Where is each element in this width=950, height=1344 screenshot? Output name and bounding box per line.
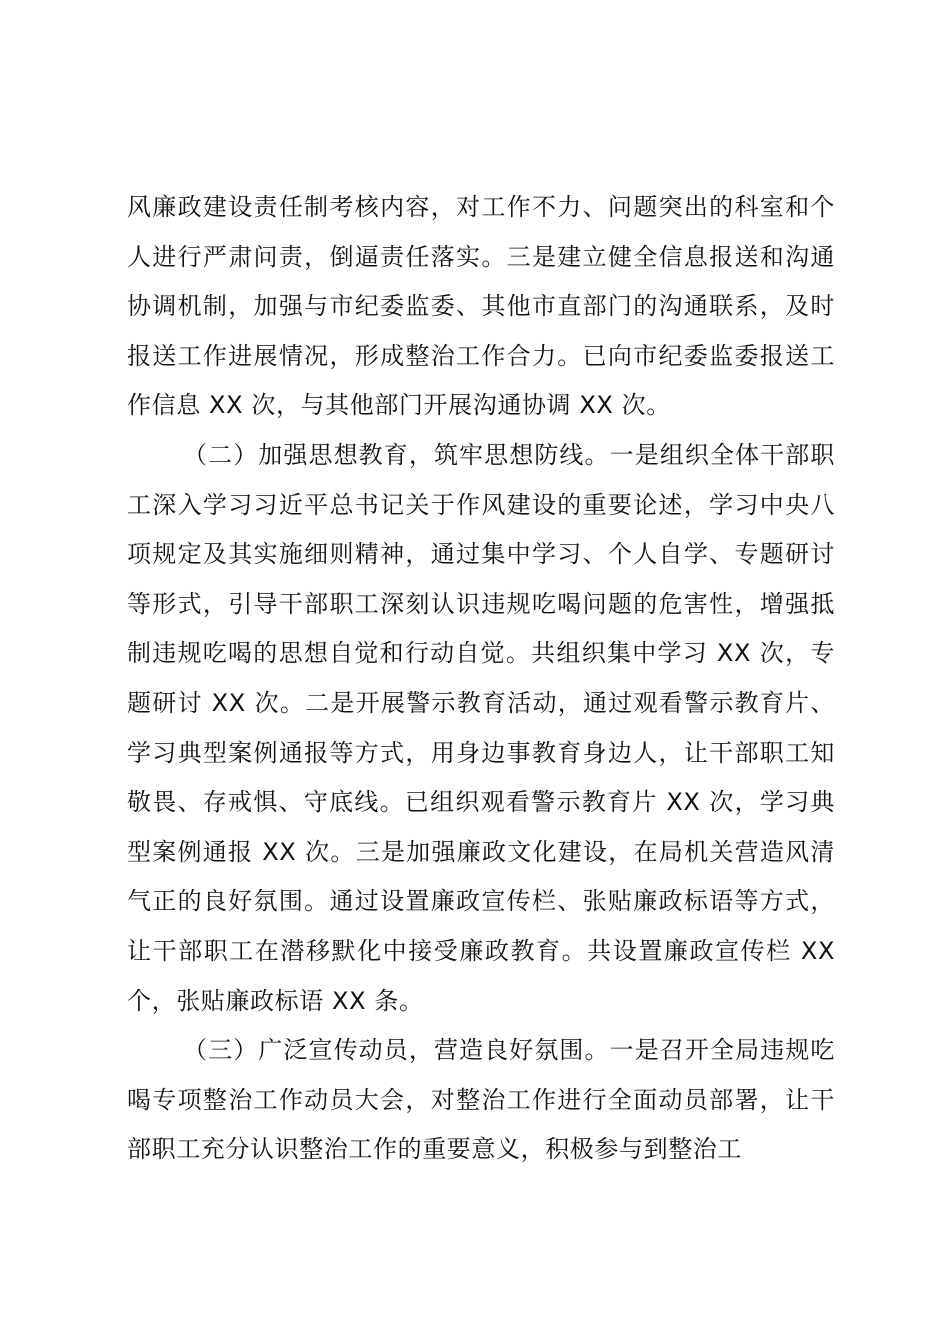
document-body xyxy=(127,183,835,1175)
paragraph-continuation: 风廉政建设责任制考核内容，对工作不力、问题突出的科室和个人进行严肃问责，倒逼责任落实。三是建立健全信息报送和沟通协调机制，加强与市纪委监委、其他市直部门的沟通联系，及时报送工作进展情况，形成整治工作合力。已向市纪委监委报送工作信息 XX 次，与其他部门开展沟通协调 XX 次。 xyxy=(127,193,835,420)
paragraph-section-two: （二）加强思想教育，筑牢思想防线。一是组织全体干部职工深入学习习近平总书记关于作风建设的重要论述，学习中央八项规定及其实施细则精神，通过集中学习、个人自学、专题研讨等形式，引导干部职工深刻认识违规吃喝问题的危害性，增强抵制违规吃喝的思想自觉和行动自觉。共组织集中学习 XX 次，专题研讨 XX 次。二是开展警示教育活动，通过观看警示教育片、学习典型案例通报等方式，用身边事教育身边人，让干部职工知敬畏、存戒惧、守底线。已组织观看警示教育片 XX 次，学习典型案例通报 XX 次。三是加强廉政文化建设，在局机关营造风清气正的良好氛围。通过设置廉政宣传栏、张贴廉政标语等方式，让干部职工在潜移默化中接受廉政教育。共设置廉政宣传栏 XX 个，张贴廉政标语 XX 条。 xyxy=(127,440,835,1015)
paragraph-section-three: （三）广泛宣传动员，营造良好氛围。一是召开全局违规吃喝专项整治工作动员大会，对整治工作进行全面动员部署，让干部职工充分认识整治工作的重要意义，积极参与到整治工 xyxy=(127,1036,835,1164)
